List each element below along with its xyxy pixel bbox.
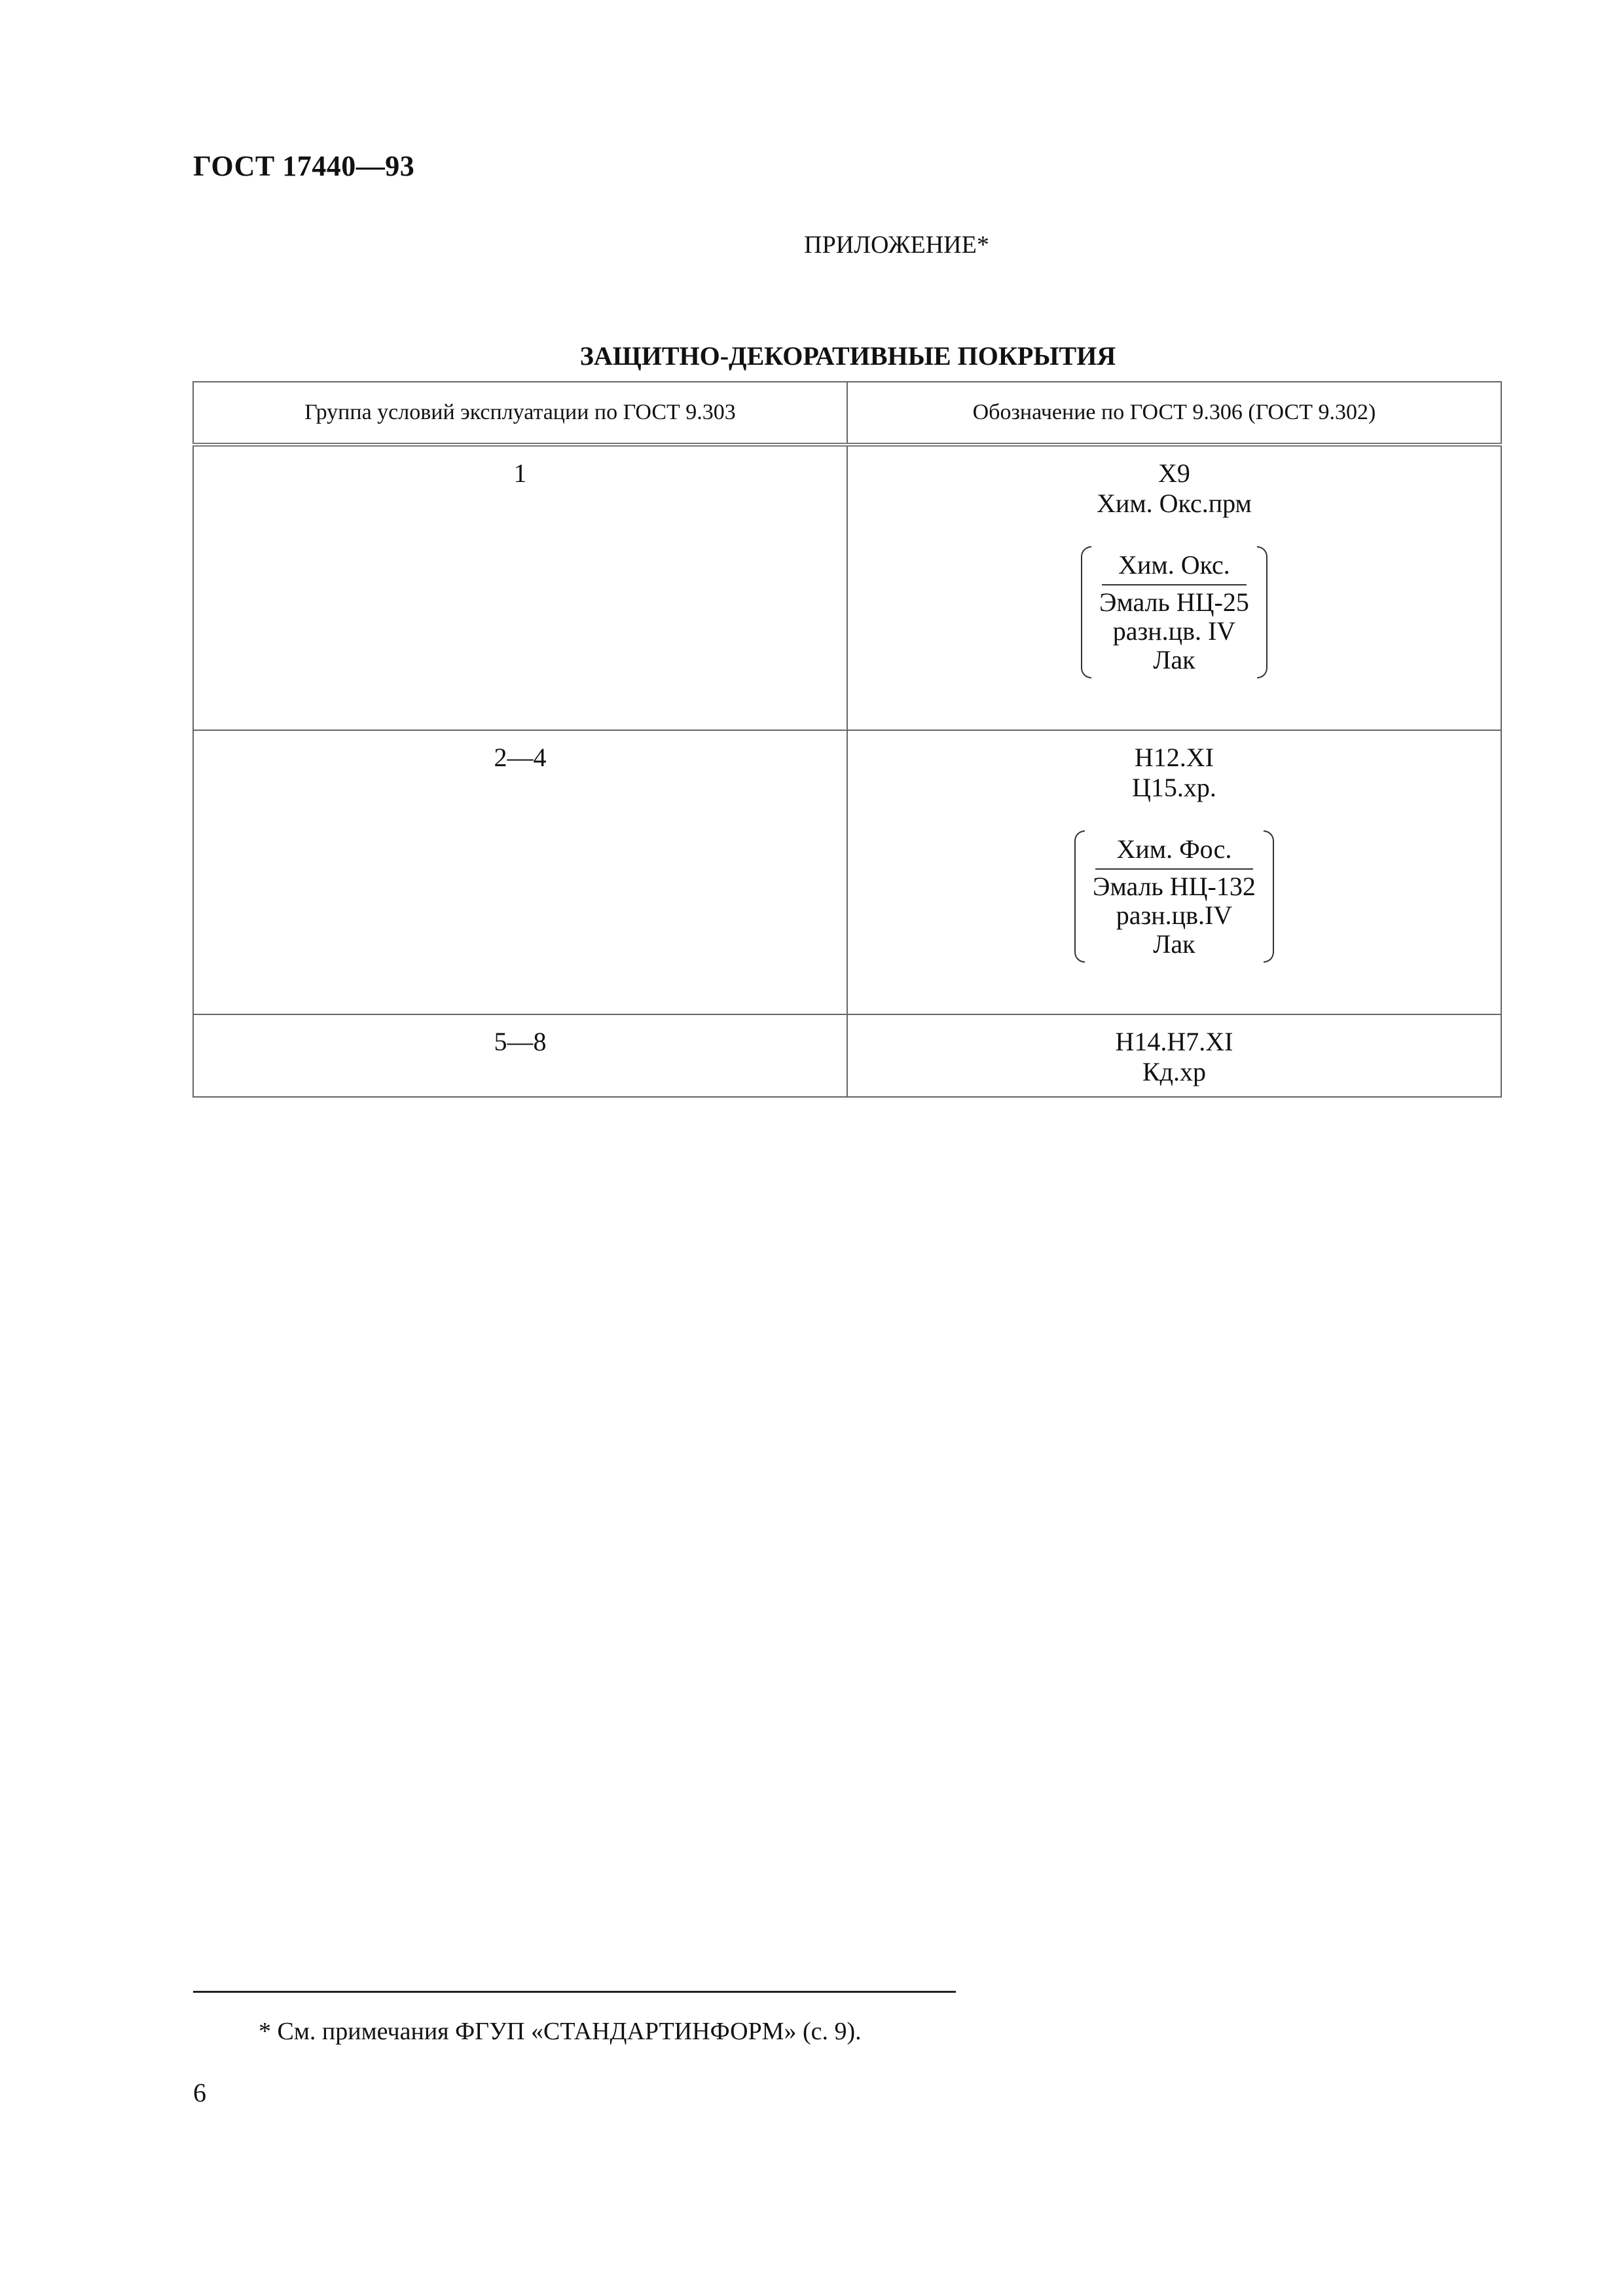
bracketed-alternative [1074, 834, 1274, 959]
fraction-bar [1095, 868, 1253, 870]
fraction-numerator: Хим. Окс. [1118, 550, 1230, 580]
designation-cell [847, 1014, 1501, 1097]
group-value: 2—4 [494, 743, 547, 772]
designation-cell [847, 730, 1501, 1014]
table-header-row [193, 382, 1501, 445]
document-code: ГОСТ 17440—93 [193, 150, 415, 182]
bracketed-alternative [1081, 550, 1267, 675]
column-header-group: Группа условий эксплуатации по ГОСТ 9.303 [193, 382, 847, 445]
fraction-denominator-line: Лак [1153, 929, 1195, 959]
group-value: 1 [513, 458, 527, 488]
fraction-numerator: Хим. Фос. [1116, 834, 1232, 864]
fraction-denominator-line: Эмаль НЦ-25 [1099, 587, 1249, 617]
group-cell [193, 1014, 847, 1097]
designation-line: Н12.ХI [1134, 743, 1214, 772]
page-number: 6 [193, 2078, 206, 2107]
designation-line: Н14.Н7.ХI [1115, 1027, 1233, 1056]
fraction-bar [1102, 584, 1247, 585]
table-row [193, 445, 1501, 730]
fraction-denominator-line: Эмаль НЦ-132 [1093, 872, 1256, 901]
column-header-designation: Обозначение по ГОСТ 9.306 (ГОСТ 9.302) [847, 382, 1501, 445]
designation-line: Кд.хр [1142, 1057, 1206, 1086]
designation-line: Ц15.хр. [1132, 773, 1216, 802]
footnote: * См. примечания ФГУП «СТАНДАРТИНФОРМ» (с. 9). [259, 2018, 862, 2045]
group-cell [193, 730, 847, 1014]
fraction-denominator-line: разн.цв. IV [1112, 616, 1236, 646]
table-row [193, 1014, 1501, 1097]
table-row [193, 730, 1501, 1014]
table-title: ЗАЩИТНО-ДЕКОРАТИВНЫЕ ПОКРЫТИЯ [579, 341, 1116, 371]
designation-line: Х9 [1158, 458, 1190, 488]
group-cell [193, 445, 847, 730]
footnote-divider [193, 1991, 956, 1993]
coatings-table [192, 381, 1502, 1098]
group-value: 5—8 [494, 1027, 547, 1056]
designation-line: Хим. Окс.прм [1097, 489, 1252, 518]
appendix-label: ПРИЛОЖЕНИЕ* [804, 231, 989, 259]
designation-cell [847, 445, 1501, 730]
fraction-denominator-line: Лак [1153, 645, 1195, 675]
fraction-denominator-line: разн.цв.IV [1116, 900, 1233, 930]
